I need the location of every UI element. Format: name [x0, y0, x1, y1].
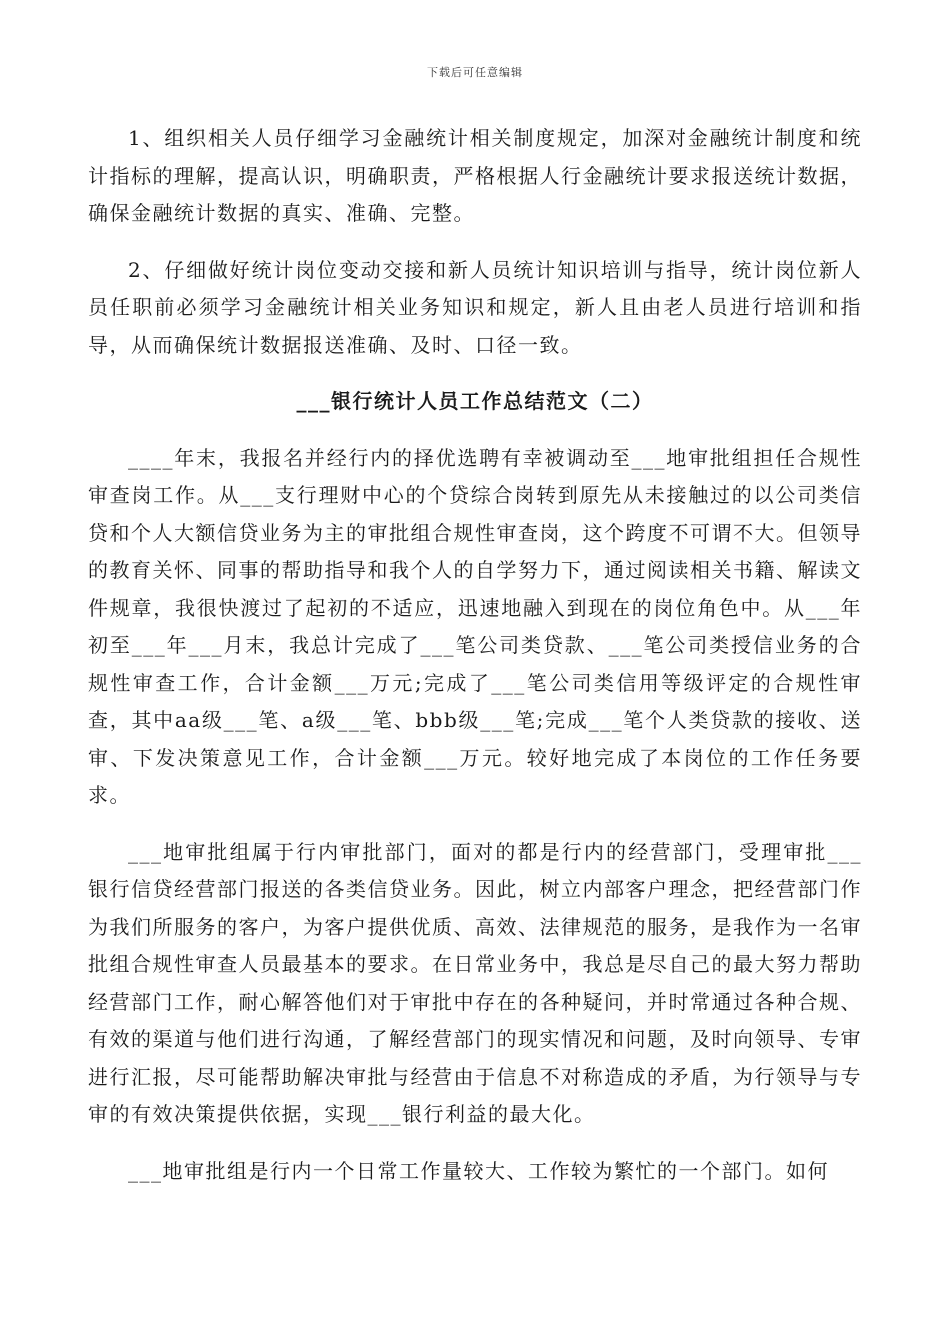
section-title: ___银行统计人员工作总结范文（二）: [296, 389, 654, 413]
paragraph-2: 2、仔细做好统计岗位变动交接和新人员统计知识培训与指导，统计岗位新人员任职前必须学习金融统计相关业务知识和规定，新人且由老人员进行培训和指导，从而确保统计数据报送准确、及时、口径一致。: [88, 257, 862, 357]
page-header-note: 下载后可任意编辑: [427, 66, 523, 79]
paragraph-spacer: [88, 421, 862, 440]
paragraph-5: ___地审批组是行内一个日常工作量较大、工作较为繁忙的一个部门。如何: [128, 1158, 829, 1183]
paragraph-3: ____年末，我报名并经行内的择优选聘有幸被调动至___地审批组担任合规性审查岗工作。从___支行理财中心的个贷综合岗转到原先从未接触过的以公司类信贷和个人大额信贷业务为主的审批组合规性审查岗，这个跨度不可谓不大。但领导的教育关怀、同事的帮助指导和我个人的自学努力下，通过阅读相关书籍、解读文件规章，我很快渡过了起初的不适应，迅速地融入到现在的岗位角色中。从___年初至___年___月末，我总计完成了___笔公司类贷款、___笔公司类授信业务的合规性审查工作，合计金额___万元;完成了___笔公司类信用等级评定的合规性审查，其中aa级___笔、a级___笔、bbb级___笔;完成___笔个人类贷款的接收、送审、下发决策意见工作，合计金额___万元。较好地完成了本岗位的工作任务要求。: [88, 445, 862, 807]
paragraph-spacer: [88, 815, 862, 834]
paragraph-spacer: [88, 233, 862, 252]
paragraph-spacer: [88, 1134, 862, 1153]
document-body: [88, 120, 862, 1190]
paragraph-1: 1、组织相关人员仔细学习金融统计相关制度规定，加深对金融统计制度和统计指标的理解，提高认识，明确职责，严格根据人行金融统计要求报送统计数据，确保金融统计数据的真实、准确、完整。: [88, 126, 862, 225]
paragraph-4: ___地审批组属于行内审批部门，面对的都是行内的经营部门，受理审批___银行信贷经营部门报送的各类信贷业务。因此，树立内部客户理念，把经营部门作为我们所服务的客户，为客户提供优质、高效、法律规范的服务，是我作为一名审批组合规性审查人员最基本的要求。在日常业务中，我总是尽自己的最大努力帮助经营部门工作，耐心解答他们对于审批中存在的各种疑问，并时常通过各种合规、有效的渠道与他们进行沟通，了解经营部门的现实情况和问题，及时向领导、专审进行汇报，尽可能帮助解决审批与经营由于信息不对称造成的矛盾，为行领导与专审的有效决策提供依据，实现___银行利益的最大化。: [88, 839, 862, 1126]
paragraph-spacer: [88, 364, 862, 383]
